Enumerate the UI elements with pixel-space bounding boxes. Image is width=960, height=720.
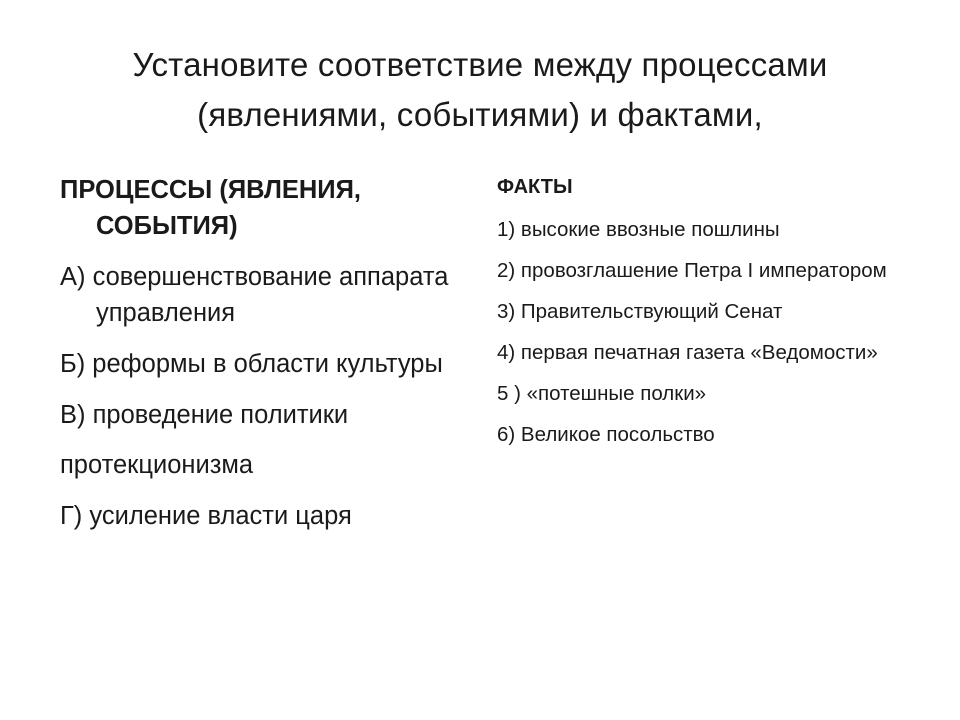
process-item-a: А) совершенствование аппарата управления [60,263,449,327]
processes-heading: ПРОЦЕССЫ (ЯВЛЕНИЯ, СОБЫТИЯ) [60,176,362,240]
fact-item-4: 4) первая печатная газета «Ведомости» [497,341,878,364]
slide-title [40,40,920,140]
facts-heading: ФАКТЫ [497,176,573,198]
facts-column [497,172,937,461]
fact-item-5: 5 ) «потешные полки» [497,382,707,405]
process-item-b: Б) реформы в области культуры [60,350,443,378]
fact-item-6: 6) Великое посольство [497,423,715,446]
title-line-1: Установите соответствие между процессами [132,46,828,83]
title-line-2: (явлениями, событиями) и фактами, [197,96,763,133]
process-item-v-continued: протекционизма [60,451,254,479]
process-item-g: Г) усиление власти царя [60,502,352,530]
processes-column [60,172,480,549]
fact-item-2: 2) провозглашение Петра I императором [497,259,887,282]
fact-item-3: 3) Правительствующий Сенат [497,300,783,323]
process-item-v: В) проведение политики [60,401,349,429]
fact-item-1: 1) высокие ввозные пошлины [497,218,780,241]
